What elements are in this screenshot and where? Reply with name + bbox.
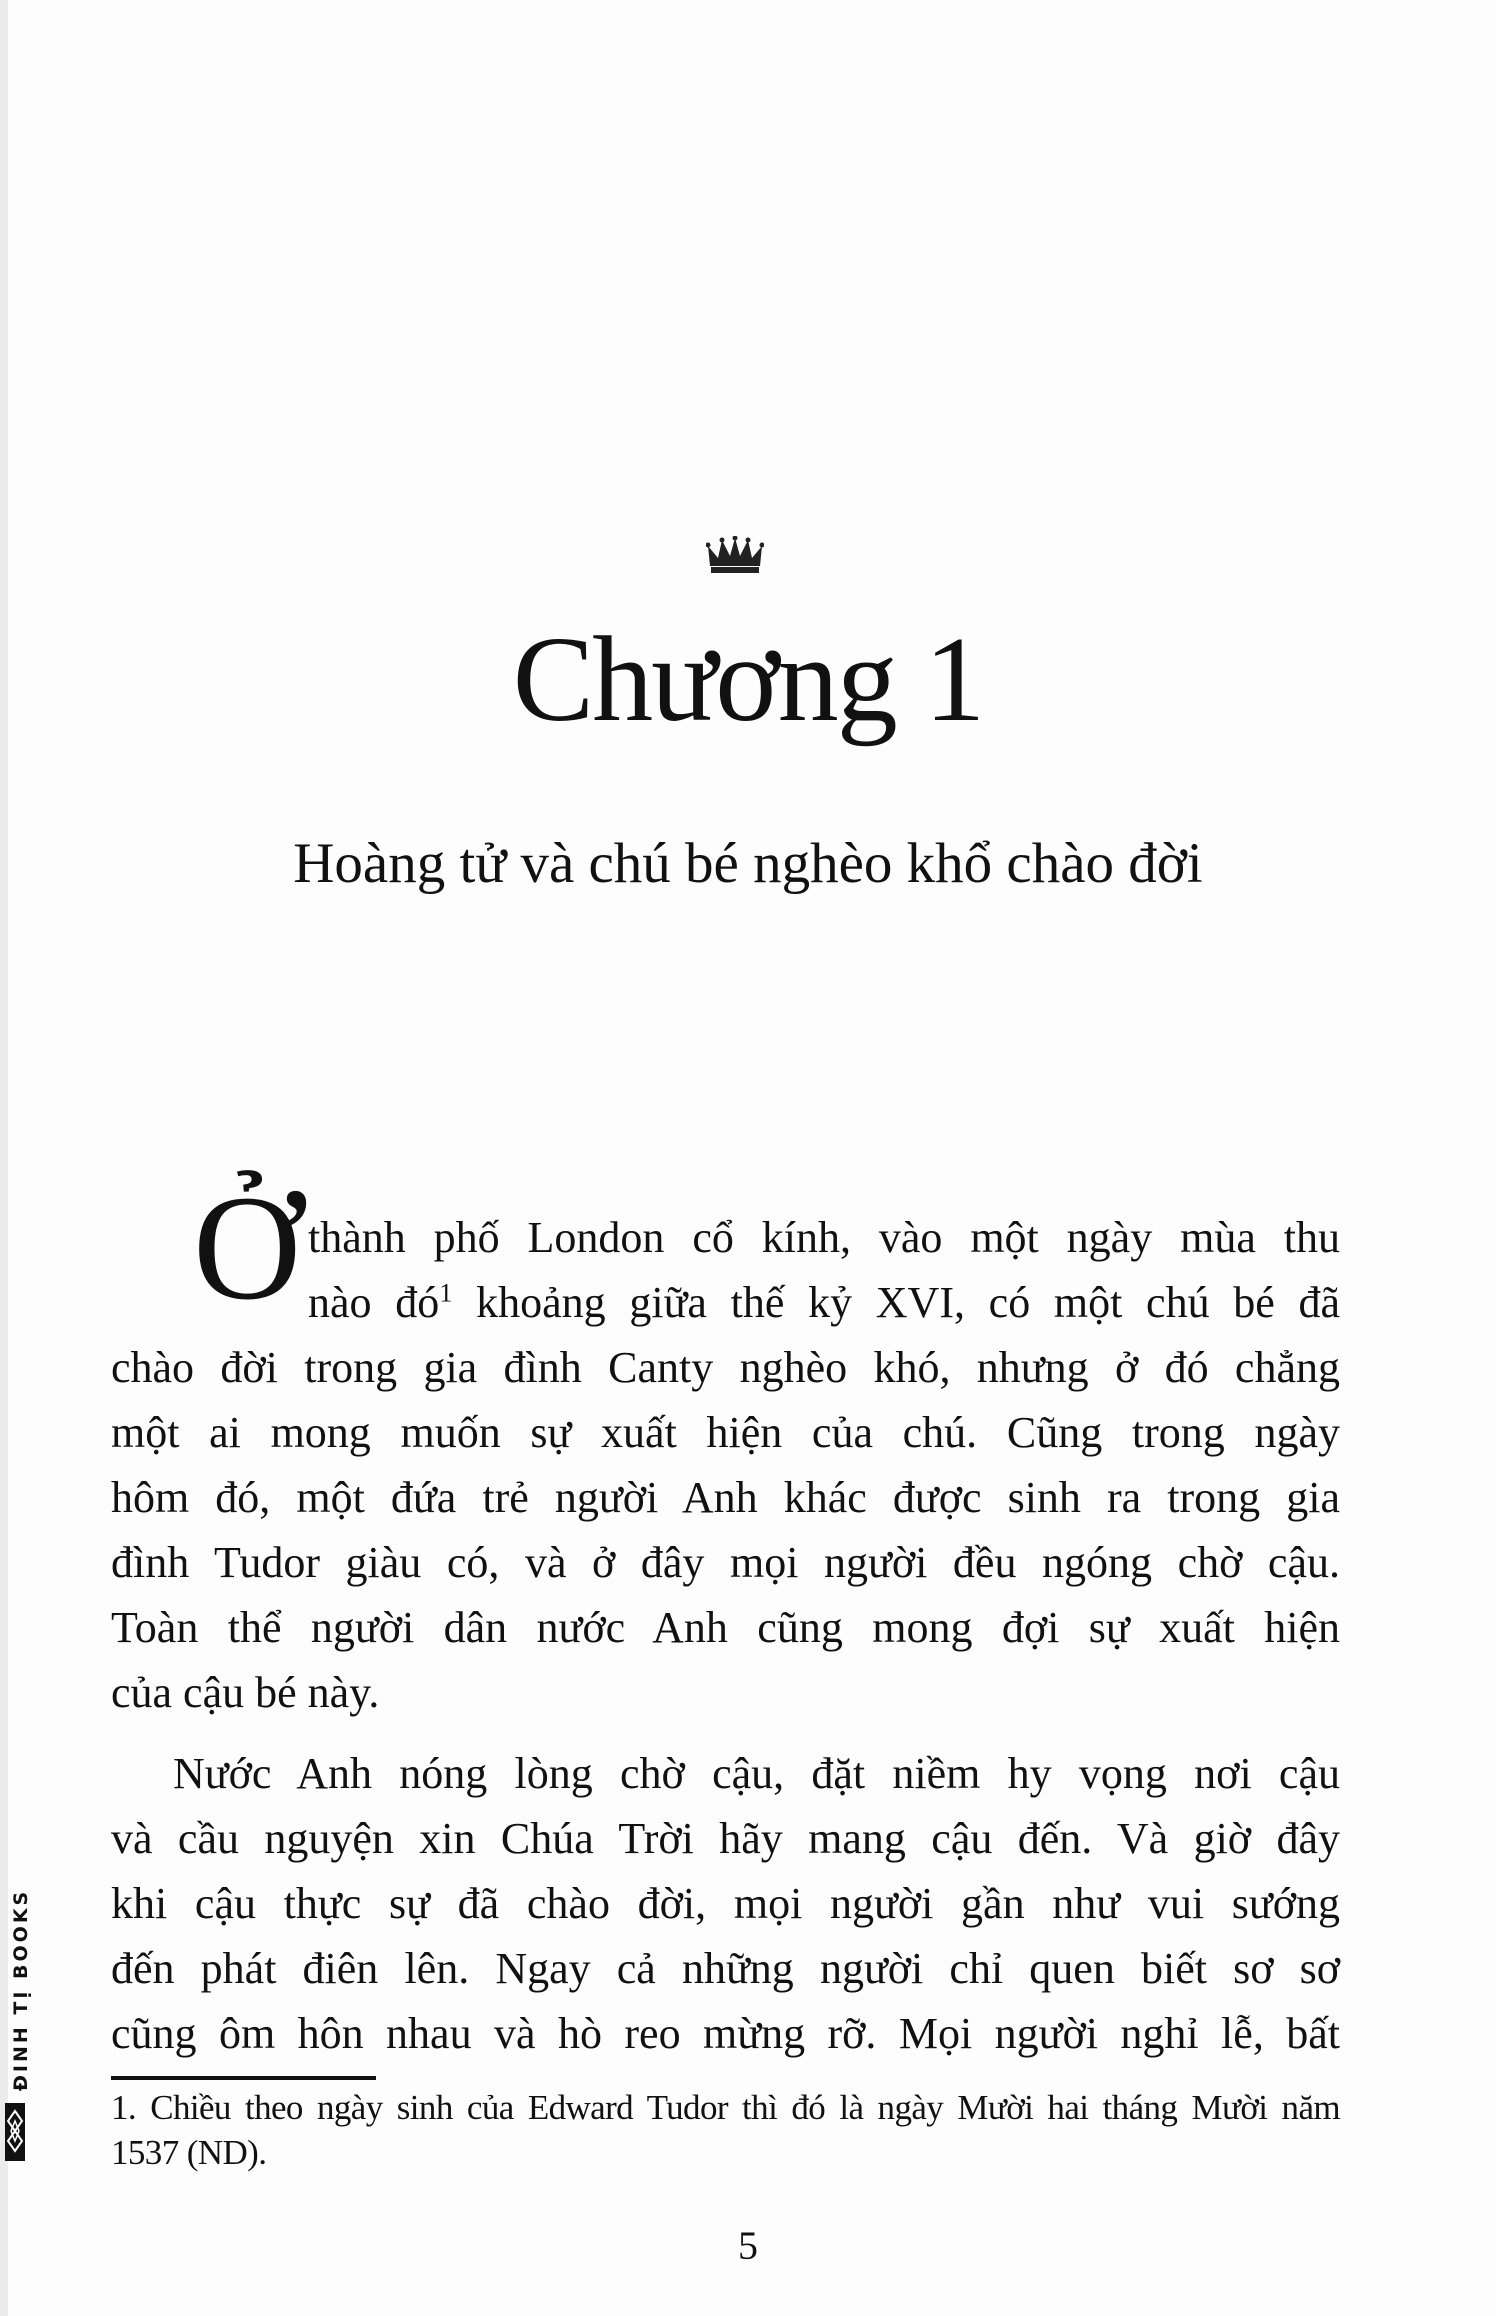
- text-line: đến phát điên lên. Ngay cả những người chỉ quen biết sơ sơ: [111, 1944, 1340, 1993]
- text-span: nào đó: [308, 1278, 440, 1327]
- chapter-subtitle: Hoàng tử và chú bé nghèo khổ chào đời: [293, 832, 1203, 895]
- footnote-marker[interactable]: 1: [439, 1277, 453, 1308]
- footnote: [111, 2085, 1340, 2175]
- text-line: khi cậu thực sự đã chào đời, mọi người gần như vui sướng: [111, 1879, 1340, 1928]
- chapter-title: Chương 1: [512, 612, 984, 747]
- paragraph-1: [111, 1205, 1340, 1725]
- text-line: cũng ôm hôn nhau và hò reo mừng rỡ. Mọi người nghỉ lễ, bất: [111, 2009, 1340, 2058]
- text-line: đình Tudor giàu có, và ở đây mọi người đều ngóng chờ cậu.: [111, 1538, 1340, 1587]
- text-line: hôm đó, một đứa trẻ người Anh khác được sinh ra trong gia: [111, 1473, 1340, 1522]
- footnote-divider: [111, 2076, 376, 2080]
- footnote-line: 1537 (ND).: [111, 2133, 267, 2172]
- text-line: [111, 1270, 1340, 1335]
- text-line: và cầu nguyện xin Chúa Trời hãy mang cậu đến. Và giờ đây: [111, 1814, 1340, 1863]
- page-edge: [0, 0, 8, 2316]
- text-line: thành phố London cổ kính, vào một ngày mùa thu: [308, 1213, 1340, 1262]
- page-number: 5: [738, 2223, 758, 2268]
- text-span: khoảng giữa thế kỷ XVI, có một chú bé đã: [452, 1278, 1341, 1327]
- text-line: Toàn thể người dân nước Anh cũng mong đợi sự xuất hiện: [111, 1603, 1340, 1652]
- footnote-line: 1. Chiều theo ngày sinh của Edward Tudor thì đó là ngày Mười hai tháng Mười năm: [111, 2088, 1340, 2127]
- publisher-name: ĐINH TỊ BOOKS: [10, 1888, 32, 2091]
- text-line: của cậu bé này.: [111, 1668, 380, 1717]
- text-line: Nước Anh nóng lòng chờ cậu, đặt niềm hy vọng nơi cậu: [173, 1749, 1340, 1798]
- publisher-logo-icon: [5, 2103, 25, 2161]
- drop-cap: Ở: [193, 1165, 302, 1331]
- text-line: chào đời trong gia đình Canty nghèo khó, nhưng ở đó chẳng: [111, 1343, 1340, 1392]
- crown-icon: [706, 536, 764, 576]
- text-line: một ai mong muốn sự xuất hiện của chú. Cũng trong ngày: [111, 1408, 1340, 1457]
- paragraph-2: [111, 1741, 1340, 2066]
